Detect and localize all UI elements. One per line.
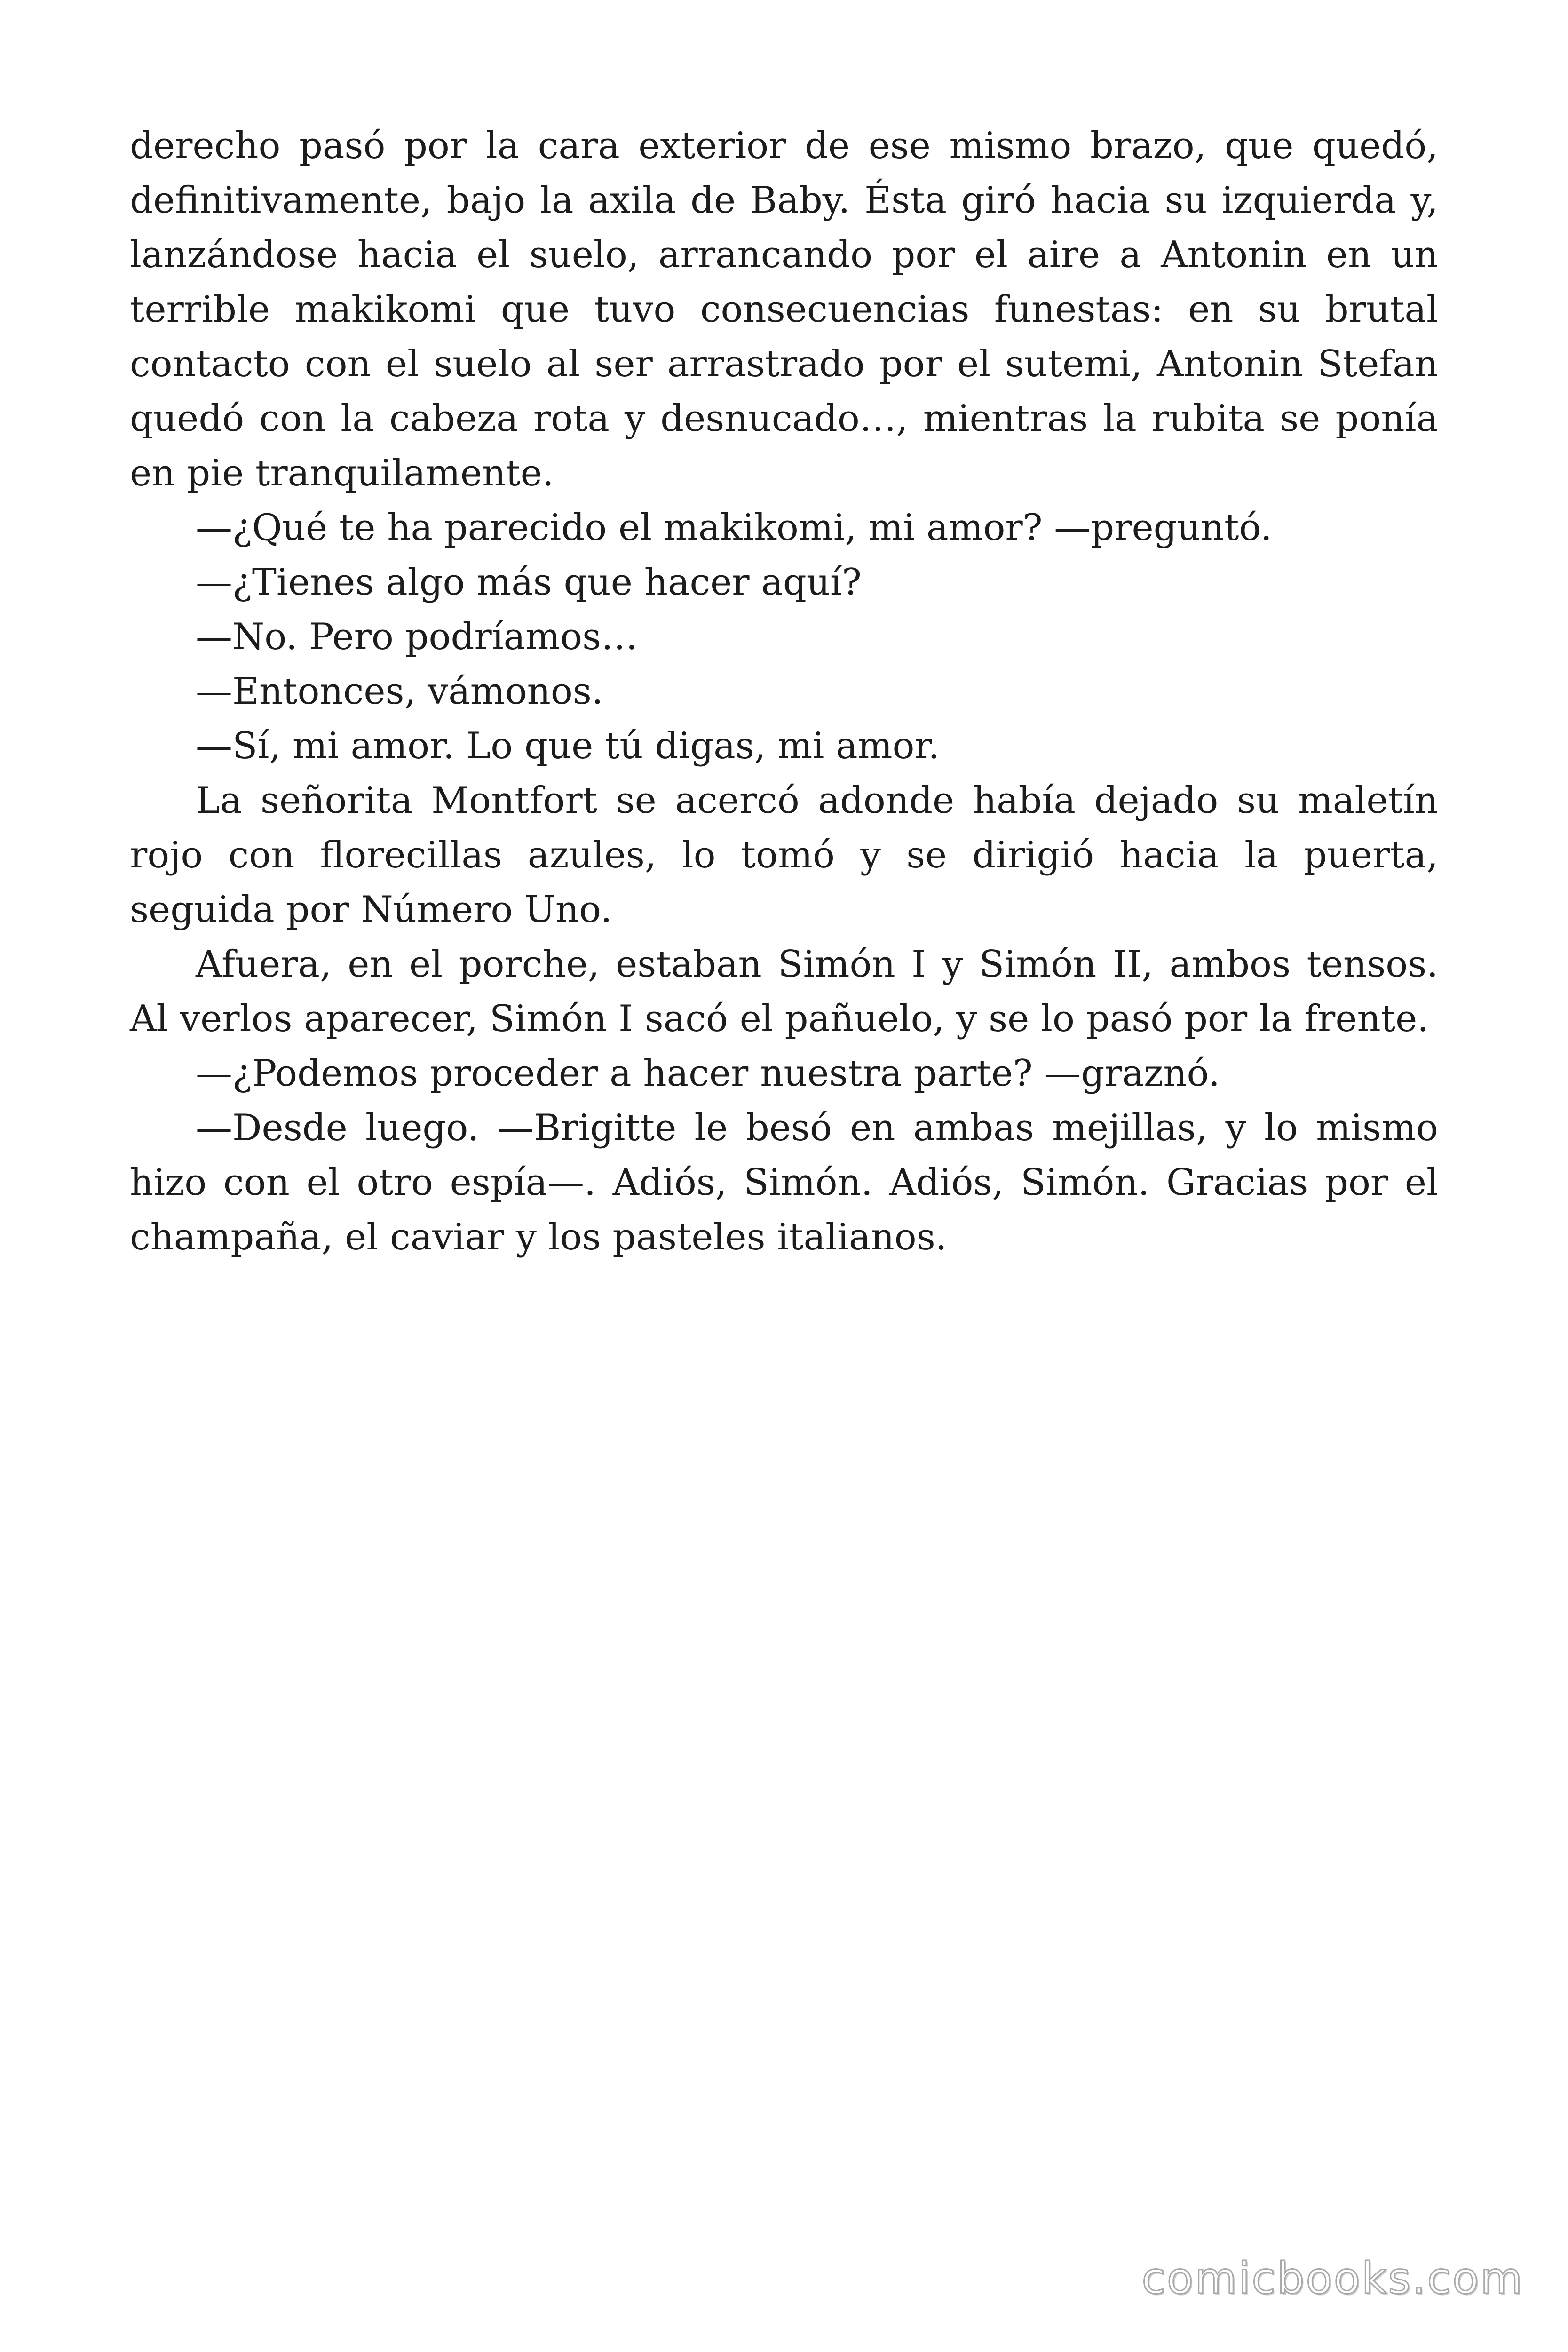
body-text xyxy=(130,119,1438,1264)
paragraph-7: La señorita Montfort se acercó adonde había dejado su maletín rojo con florecillas azules, lo tomó y se dirigió hacia la puerta, seguida por Número Uno. xyxy=(130,779,1438,931)
paragraph-2: —¿Qué te ha parecido el makikomi, mi amor? —preguntó. xyxy=(196,507,1272,549)
paragraph-10: —Desde luego. —Brigitte le besó en ambas mejillas, y lo mismo hizo con el otro espía—. Adiós, Simón. Adiós, Simón. Gracias por el champaña, el caviar y los pasteles italianos. xyxy=(130,1107,1438,1258)
paragraph-9: —¿Podemos proceder a hacer nuestra parte? —graznó. xyxy=(196,1052,1220,1095)
paragraph-5: —Entonces, vámonos. xyxy=(196,670,603,713)
paragraph-8: Afuera, en el porche, estaban Simón I y Simón II, ambos tensos. Al verlos aparecer, Simón I sacó el pañuelo, y se lo pasó por la frente. xyxy=(130,943,1438,1040)
paragraph-4: —No. Pero podríamos… xyxy=(196,616,638,658)
paragraph-1: derecho pasó por la cara exterior de ese mismo brazo, que quedó, definitivamente, bajo la axila de Baby. Ésta giró hacia su izquierda y, lanzándose hacia el suelo, arrancando por el aire a Antonin en un terrible makikomi que tuvo consecuencias funestas: en su brutal contacto con el suelo al ser arrastrado por el sutemi, Antonin Stefan quedó con la cabeza rota y desnucado…, mientras la rubita se ponía en pie tranquilamente. xyxy=(130,125,1438,494)
watermark: comicbooks.com xyxy=(1141,2253,1524,2304)
paragraph-6: —Sí, mi amor. Lo que tú digas, mi amor. xyxy=(196,725,940,767)
paragraph-3: —¿Tienes algo más que hacer aquí? xyxy=(196,561,862,604)
